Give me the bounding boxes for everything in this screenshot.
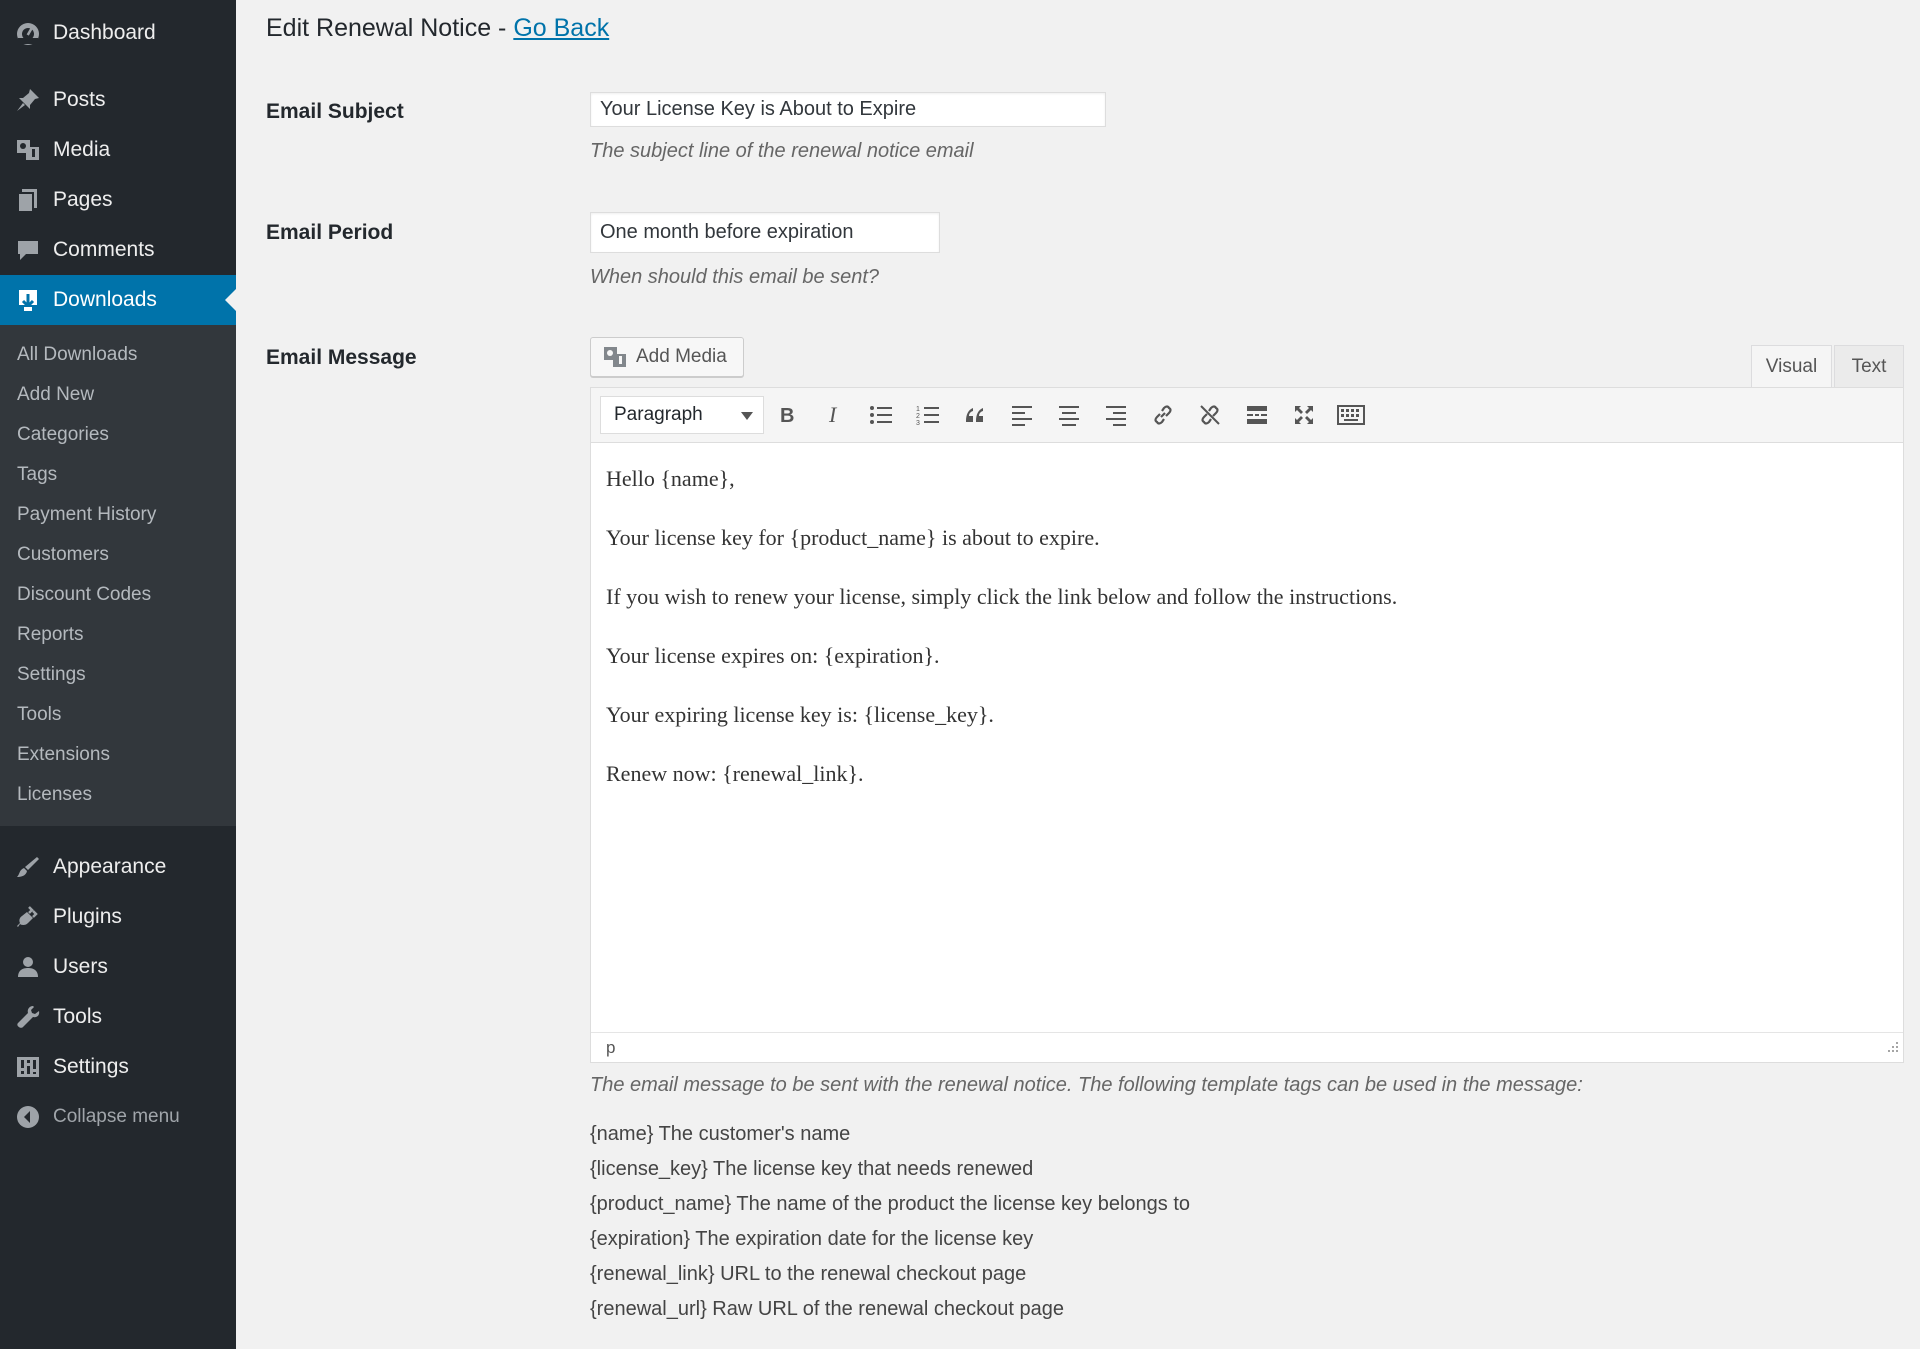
admin-sidebar [0,0,236,1349]
media-icon [602,344,628,370]
align-right-icon [1104,404,1128,426]
toolbar-toggle-icon [1337,404,1365,426]
menu-label: Tools [53,1005,103,1028]
numbered-list-icon [916,404,940,426]
read-more-icon [1245,404,1269,426]
align-center-icon [1057,404,1081,426]
submenu-tags[interactable]: Tags [17,464,58,485]
submenu-extensions[interactable]: Extensions [17,744,110,765]
brush-icon [13,852,43,882]
fullscreen-icon [1292,403,1316,427]
blockquote-icon [963,404,987,426]
fullscreen-button[interactable] [1287,398,1321,432]
menu-label: Dashboard [53,21,156,44]
submenu-customers[interactable]: Customers [17,544,109,565]
menu-label: Users [53,955,108,978]
submenu-licenses[interactable]: Licenses [17,784,92,805]
italic-button[interactable] [817,398,851,432]
menu-label: Media [53,138,111,161]
submenu-all-downloads[interactable]: All Downloads [17,344,138,365]
pin-icon [13,85,43,115]
template-tag-item: {product_name} The name of the product the license key belongs to [590,1193,1191,1215]
menu-pages[interactable] [0,175,236,225]
align-right-button[interactable] [1099,398,1133,432]
email-period-label: Email Period [266,221,394,244]
format-select[interactable] [600,396,764,434]
main-content [236,0,1920,1349]
message-editor [590,387,1904,1063]
email-period-description: When should this email be sent? [590,266,880,288]
menu-label: Comments [53,238,155,261]
bold-icon [776,404,798,426]
message-paragraph: Renew now: {renewal_link}. [606,761,864,786]
pages-icon [13,185,43,215]
plugin-icon [13,902,43,932]
email-message-description: The email message to be sent with the renewal notice. The following template tags can be used in the message: [590,1074,1583,1096]
bullet-list-icon [869,404,893,426]
menu-label: Settings [53,1055,129,1078]
template-tag-item: {renewal_link} URL to the renewal checkout page [590,1263,1027,1285]
comment-icon [13,235,43,265]
element-path[interactable]: p [606,1037,616,1057]
menu-label: Posts [53,88,106,111]
message-paragraph: Hello {name}, [606,466,735,491]
menu-settings[interactable] [0,1042,236,1092]
collapse-arrow-icon [13,1102,43,1132]
submenu-tools[interactable]: Tools [17,704,62,725]
blockquote-button[interactable] [958,398,992,432]
media-icon [13,135,43,165]
template-tag-item: {license_key} The license key that needs renewed [590,1158,1034,1180]
page-title [266,14,609,43]
collapse-label: Collapse menu [53,1106,180,1127]
resize-handle-icon[interactable] [1885,1038,1899,1058]
svg-text:I: I [829,404,837,426]
menu-users[interactable] [0,942,236,992]
submenu-categories[interactable]: Categories [17,424,109,445]
submenu-payment-history[interactable]: Payment History [17,504,157,525]
align-center-button[interactable] [1052,398,1086,432]
svg-text:3: 3 [916,420,920,426]
menu-tools[interactable] [0,992,236,1042]
dashboard-icon [13,18,43,48]
menu-label: Plugins [53,905,122,928]
template-tag-item: {renewal_url} Raw URL of the renewal checkout page [590,1298,1064,1320]
menu-appearance[interactable] [0,842,236,892]
read-more-button[interactable] [1240,398,1274,432]
chevron-down-icon [741,412,753,420]
go-back-link[interactable]: Go Back [513,14,610,42]
align-left-button[interactable] [1005,398,1039,432]
svg-text:1: 1 [916,406,920,413]
add-media-label: Add Media [636,346,727,367]
menu-posts[interactable] [0,75,236,125]
menu-media[interactable] [0,125,236,175]
align-left-icon [1010,404,1034,426]
link-icon [1151,403,1175,427]
submenu-reports[interactable]: Reports [17,624,84,645]
collapse-menu-button[interactable] [0,1092,236,1142]
menu-comments[interactable] [0,225,236,275]
menu-label: Downloads [53,288,157,311]
menu-label: Pages [53,188,113,211]
menu-plugins[interactable] [0,892,236,942]
tab-text[interactable]: Text [1834,345,1904,387]
editor-toolbar [591,388,1903,443]
email-period-select[interactable]: One month before expiration [590,212,940,253]
menu-dashboard[interactable] [0,8,236,58]
svg-text:2: 2 [916,413,920,420]
insert-link-button[interactable] [1146,398,1180,432]
svg-text:B: B [780,405,795,426]
settings-icon [13,1052,43,1082]
email-message-label: Email Message [266,346,417,369]
bullet-list-button[interactable] [864,398,898,432]
format-select-value: Paragraph [614,404,703,425]
email-subject-input[interactable]: Your License Key is About to Expire [590,92,1106,127]
unlink-icon [1198,403,1222,427]
message-paragraph: If you wish to renew your license, simply click the link below and follow the instructions. [606,584,1398,609]
template-tag-item: {name} The customer's name [590,1123,851,1145]
submenu-add-new[interactable]: Add New [17,384,95,405]
menu-label: Appearance [53,855,167,878]
bold-button[interactable] [770,398,804,432]
italic-icon [823,404,845,426]
wrench-icon [13,1002,43,1032]
add-media-button[interactable] [590,337,744,377]
download-icon [13,285,43,315]
message-paragraph: Your expiring license key is: {license_key}. [606,702,994,727]
message-paragraph: Your license key for {product_name} is about to expire. [606,525,1100,550]
toolbar-toggle-button[interactable] [1334,398,1368,432]
submenu-settings[interactable]: Settings [17,664,86,685]
email-subject-description: The subject line of the renewal notice email [590,140,974,162]
numbered-list-button[interactable] [911,398,945,432]
downloads-submenu [0,325,236,826]
user-icon [13,952,43,982]
page-title-text: Edit Renewal Notice - [266,14,514,42]
email-subject-label: Email Subject [266,100,404,123]
remove-link-button[interactable] [1193,398,1227,432]
template-tag-item: {expiration} The expiration date for the license key [590,1228,1034,1250]
menu-downloads[interactable] [0,275,236,325]
editor-content-area[interactable] [606,466,1888,820]
submenu-discount-codes[interactable]: Discount Codes [17,584,152,605]
tab-visual[interactable]: Visual [1751,345,1832,387]
message-paragraph: Your license expires on: {expiration}. [606,643,940,668]
editor-statusbar [591,1032,1903,1062]
